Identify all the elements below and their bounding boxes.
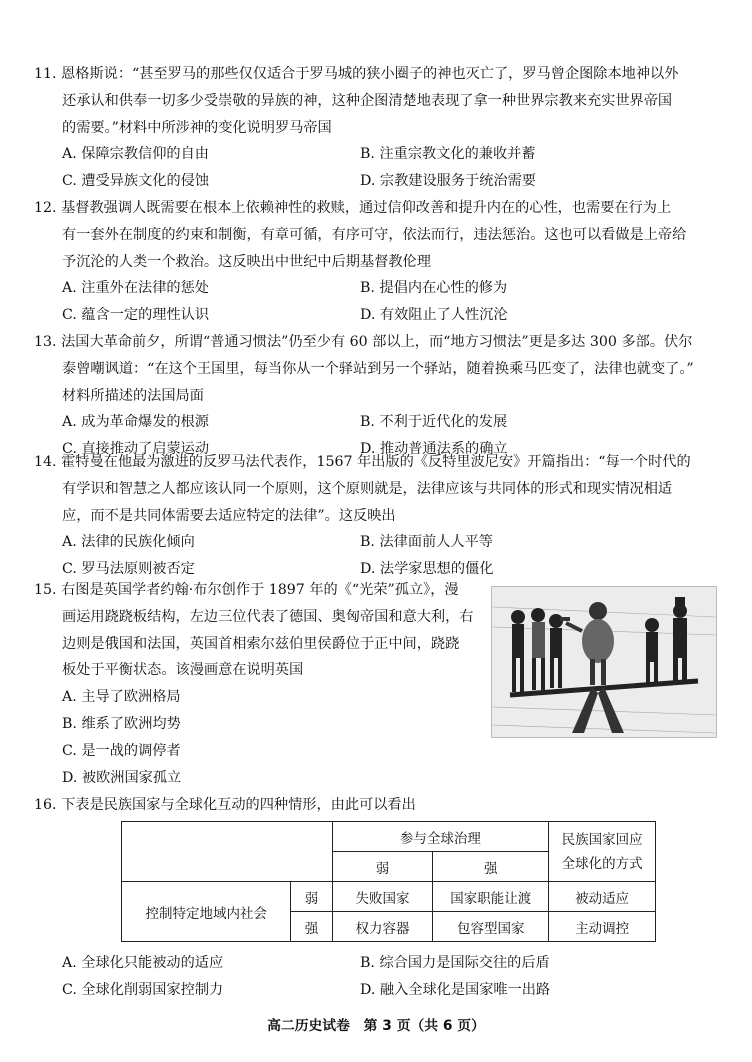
option-c[interactable]: C. 罗马法原则被否定 xyxy=(62,561,195,578)
row-label: 控制特定地域内社会 xyxy=(122,882,291,942)
stem-line: 11. 恩格斯说：“甚至罗马的那些仅仅适合于罗马城的狭小圈子的神也灭亡了，罗马曾企图除本地神以外 xyxy=(34,66,679,82)
question-13 xyxy=(34,329,722,463)
option-c[interactable]: C. 直接推动了启蒙运动 xyxy=(62,441,210,458)
question-16 xyxy=(34,792,722,819)
header-global-governance: 参与全球治理 xyxy=(332,822,549,852)
option-b[interactable]: B. 注重宗教文化的兼收并蓄 xyxy=(360,146,536,163)
option-b[interactable]: B. 维系了欧洲均势 xyxy=(62,715,181,732)
cartoon-image xyxy=(491,586,717,738)
question-stem xyxy=(34,195,722,275)
option-d[interactable]: D. 推动普通法系的确立 xyxy=(360,441,508,458)
stem-line: 14. 霍特曼在他最为激进的反罗马法代表作，1567 年出版的《反特里波尼安》开篇指出：“每一个时代的 xyxy=(34,454,691,470)
page-footer: 高二历史试卷 第 3 页（共 6 页） xyxy=(267,1018,485,1034)
option-row xyxy=(62,529,722,556)
option-d[interactable]: D. 被欧洲国家孤立 xyxy=(62,769,182,786)
level-cell: 强 xyxy=(291,912,332,942)
table-cell: 国家职能让渡 xyxy=(433,882,549,912)
option-a[interactable]: A. 主导了欧洲格局 xyxy=(62,689,181,706)
header-strong: 强 xyxy=(433,852,549,882)
stem-line: 还承认和供奉一切多少受崇敬的异族的神，这种企图清楚地表现了拿一种世界宗教来充实世界帝国 xyxy=(62,92,673,109)
option-c[interactable]: C. 全球化削弱国家控制力 xyxy=(62,981,224,998)
stem-line: 15. 右图是英国学者约翰·布尔创作于 1897 年的《“光荣”孤立》，漫 xyxy=(34,582,459,598)
option-c[interactable]: C. 蕴含一定的理性认识 xyxy=(62,307,210,324)
question-12 xyxy=(34,195,722,329)
option-b[interactable]: B. 提倡内在心性的修为 xyxy=(360,280,508,297)
option-a[interactable]: A. 法律的民族化倾向 xyxy=(62,534,195,551)
header-response xyxy=(549,822,656,882)
question-stem xyxy=(34,792,722,819)
option-row xyxy=(62,141,722,168)
stem-line: 有学识和智慧之人都应该认同一个原则，这个原则就是，法律应该与共同体的形式和现实情况相适 xyxy=(62,480,673,497)
option-b[interactable]: B. 综合国力是国际交往的后盾 xyxy=(360,955,550,971)
question-16-options xyxy=(62,950,722,1004)
stem-line: 画运用跷跷板结构，左边三位代表了德国、奥匈帝国和意大利，右 xyxy=(62,608,474,625)
stem-line: 的需要。”材料中所涉神的变化说明罗马帝国 xyxy=(62,119,332,136)
question-stem xyxy=(34,329,722,409)
option-d[interactable]: D. 有效阻止了人性沉沦 xyxy=(360,307,508,324)
option-b[interactable]: B. 不利于近代化的发展 xyxy=(360,414,508,431)
option-a[interactable]: A. 成为革命爆发的根源 xyxy=(62,414,209,431)
table-cell: 包容型国家 xyxy=(433,912,549,942)
option-row xyxy=(62,409,722,436)
option-d[interactable]: D. 法学家思想的僵化 xyxy=(360,561,494,578)
option-b[interactable]: B. 法律面前人人平等 xyxy=(360,534,493,551)
table-cell: 被动适应 xyxy=(549,882,656,912)
question-14 xyxy=(34,449,722,583)
stem-line: 边则是俄国和法国，英国首相索尔兹伯里侯爵位于正中间，跷跷 xyxy=(62,635,460,652)
stem-line: 应，而不是共同体需要去适应特定的法律”。这反映出 xyxy=(62,507,396,524)
globalization-table xyxy=(121,821,656,942)
stem-line: 13. 法国大革命前夕，所谓“普通习惯法”仍至少有 60 部以上，而“地方习惯法”更是多达 300 多部。伏尔 xyxy=(34,334,693,350)
header-weak: 弱 xyxy=(332,852,433,882)
option-row xyxy=(62,275,722,302)
stem-line: 有一套外在制度的约束和制衡，有章可循，有序可守，依法而行，违法惩治。这也可以看做是上帝给 xyxy=(62,226,687,243)
option-a[interactable]: A. 全球化只能被动的适应 xyxy=(62,955,224,971)
question-11 xyxy=(34,61,722,195)
question-stem xyxy=(34,61,722,141)
option-a[interactable]: A. 注重外在法律的惩处 xyxy=(62,280,209,297)
option-row xyxy=(62,950,722,977)
option-row xyxy=(62,977,722,1004)
option-c[interactable]: C. 遭受异族文化的侵蚀 xyxy=(62,173,210,190)
option-row xyxy=(62,302,722,329)
option-c[interactable]: C. 是一战的调停者 xyxy=(62,742,181,759)
stem-line: 泰曾嘲讽道：“在这个王国里，每当你从一个驿站到另一个驿站，随着换乘马匹变了，法律也就变了。” xyxy=(62,360,694,377)
stem-line: 材料所描述的法国局面 xyxy=(62,387,204,404)
table-corner xyxy=(122,822,333,882)
table-cell: 失败国家 xyxy=(332,882,433,912)
stem-line: 12. 基督教强调人既需要在根本上依赖神性的救赎，通过信仰改善和提升内在的心性，也需要在行为上 xyxy=(34,200,672,216)
option-d[interactable]: D. 宗教建设服务于统治需要 xyxy=(360,173,536,190)
header-response-line: 全球化的方式 xyxy=(561,855,643,872)
seesaw-cartoon-icon xyxy=(492,587,716,737)
option-d[interactable]: D. 融入全球化是国家唯一出路 xyxy=(360,981,551,998)
stem-line: 板处于平衡状态。该漫画意在说明英国 xyxy=(62,662,304,679)
option-row xyxy=(62,168,722,195)
header-response-line: 民族国家回应 xyxy=(561,831,643,848)
stem-line: 16. 下表是民族国家与全球化互动的四种情形，由此可以看出 xyxy=(34,797,416,813)
stem-line: 予沉沦的人类一个救治。这反映出中世纪中后期基督教伦理 xyxy=(62,253,431,270)
level-cell: 弱 xyxy=(291,882,332,912)
table-cell: 权力容器 xyxy=(332,912,433,942)
question-stem xyxy=(34,577,492,684)
option-a[interactable]: A. 保障宗教信仰的自由 xyxy=(62,146,209,163)
table-cell: 主动调控 xyxy=(549,912,656,942)
question-stem xyxy=(34,449,722,529)
